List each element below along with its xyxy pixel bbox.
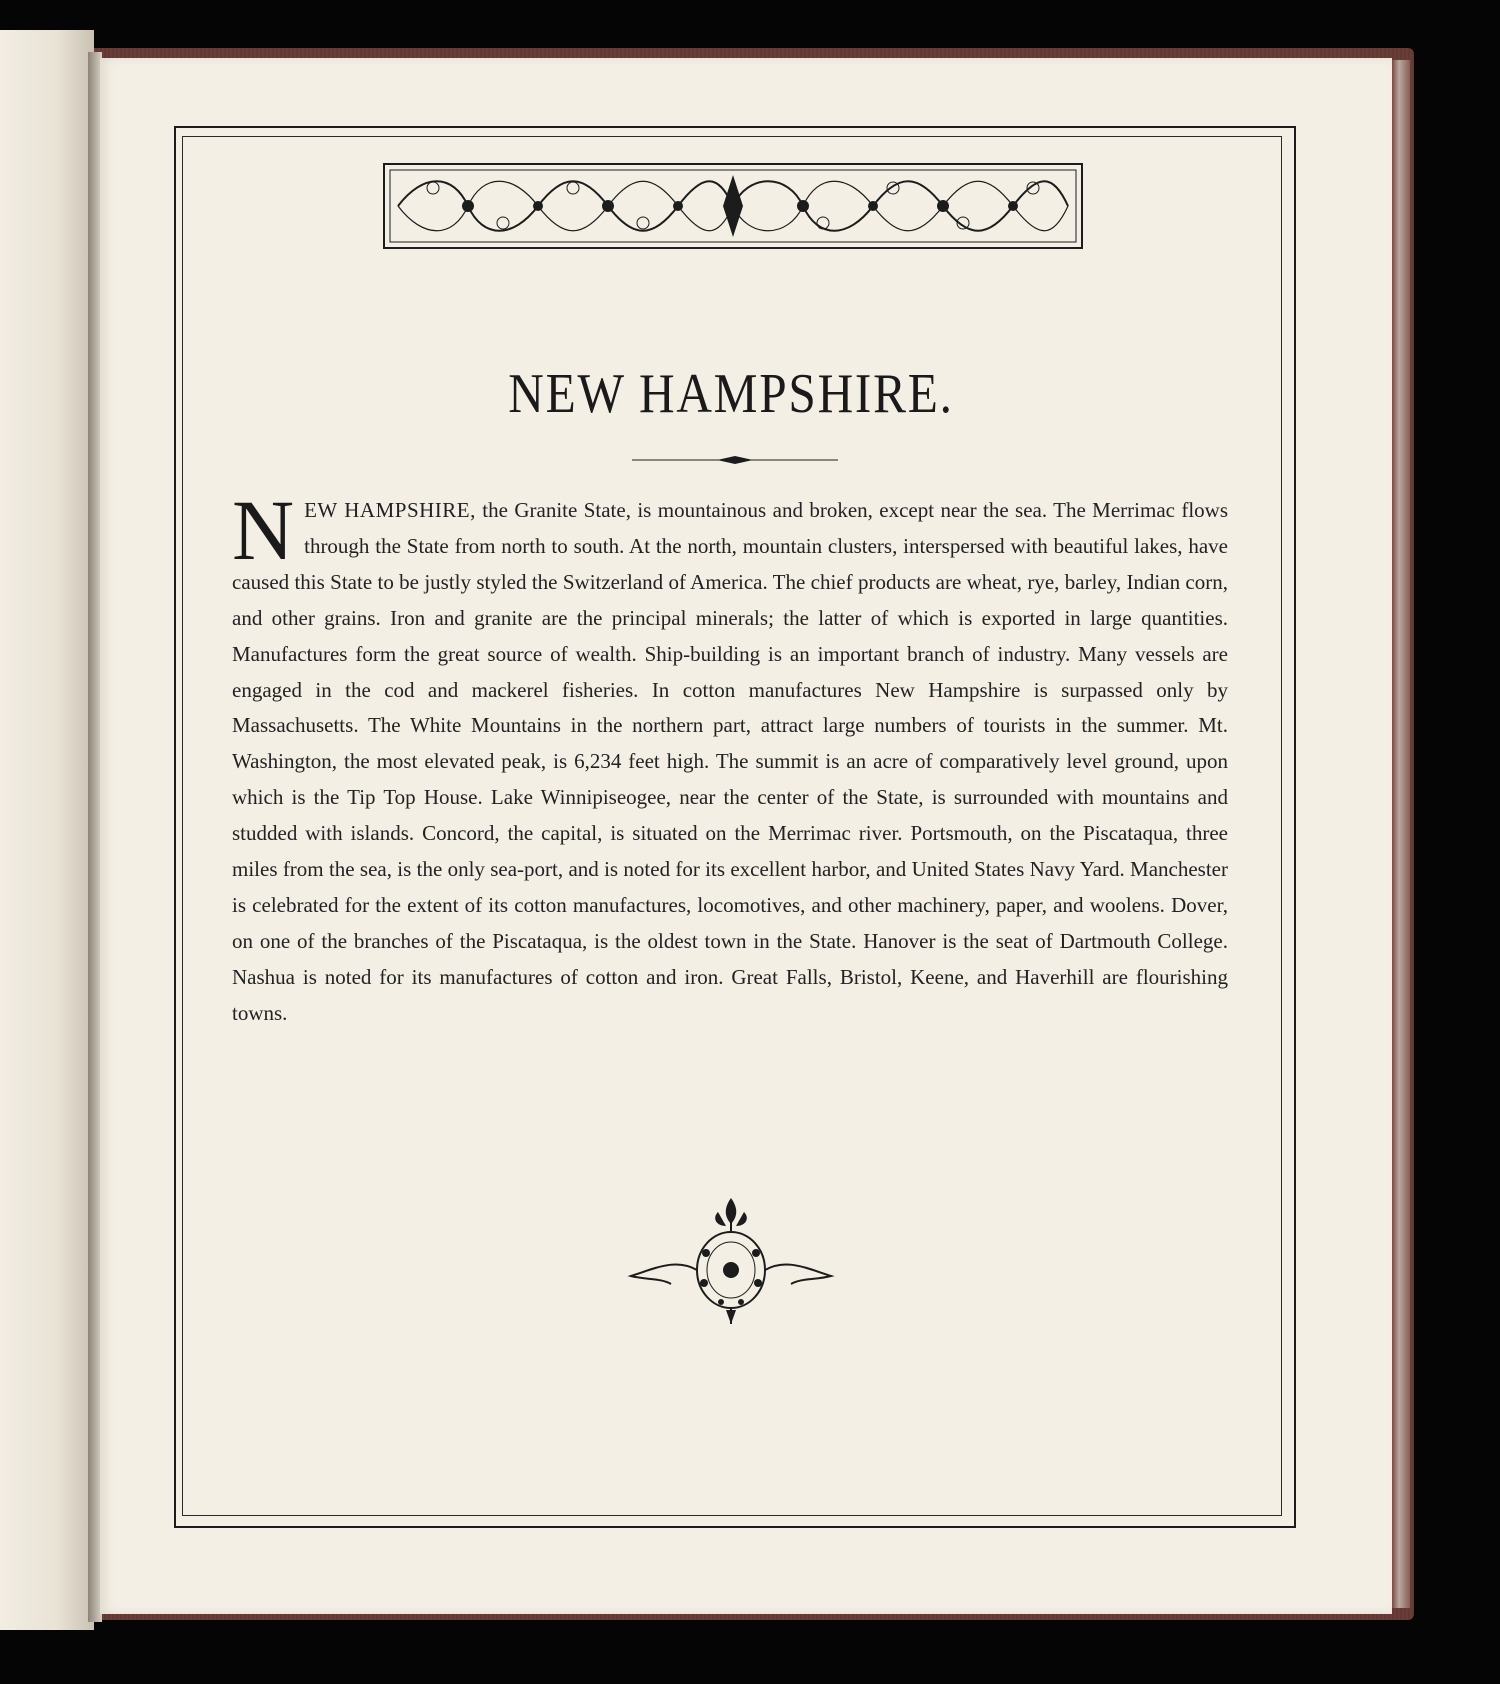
floral-scroll-band-icon (383, 163, 1083, 249)
decorative-rule-icon (632, 456, 838, 464)
drop-cap: N (232, 482, 295, 578)
body-paragraph (232, 482, 1229, 1032)
page-title: NEW HAMPSHIRE. (508, 363, 954, 425)
page-edges (1392, 60, 1410, 1608)
body-text: the Granite State, is mountainous and broken, except near the sea. The Merrimac flows through the State from north to south. At the north, mountain clusters, interspersed with beautiful lakes, have caused this State to be justly styled the Switzerland of America. The chief products are wheat, rye, barley, Indian corn, and other grains. Iron and granite are the principal minerals; the latter of which is exported in large quantities. Manufactures form the great source of wealth. Ship-building is an important branch of industry. Many vessels are engaged in the cod and mackerel fisheries. In cotton manufactures New Hampshire is surpassed only by Massachusetts. The White Mountains in the northern part, attract large numbers of tourists in the summer. Mt. Washington, the most elevated peak, is 6,234 feet high. The summit is an acre of comparatively level ground, upon which is the Tip Top House. Lake Winnipiseogee, near the center of the State, is surrounded with mountains and studded with islands. Concord, the capital, is situated on the Merrimac river. Portsmouth, on the Piscataqua, three miles from the sea, is the only sea-port, and is noted for its excellent harbor, and United States Navy Yard. Manchester is celebrated for the extent of its cotton manufactures, locomotives, and other machinery, paper, and woolens. Dover, on one of the branches of the Piscataqua, is the oldest town in the State. Hanover is the seat of Dartmouth College. Nashua is noted for its manufactures of cotton and iron. Great Falls, Bristol, Keene, and Haverhill are flourishing towns. (232, 498, 1229, 1025)
lead-words: EW HAMPSHIRE, (304, 498, 476, 522)
wreath-ribbon-vignette-icon (626, 1198, 836, 1326)
left-page (0, 30, 94, 1630)
